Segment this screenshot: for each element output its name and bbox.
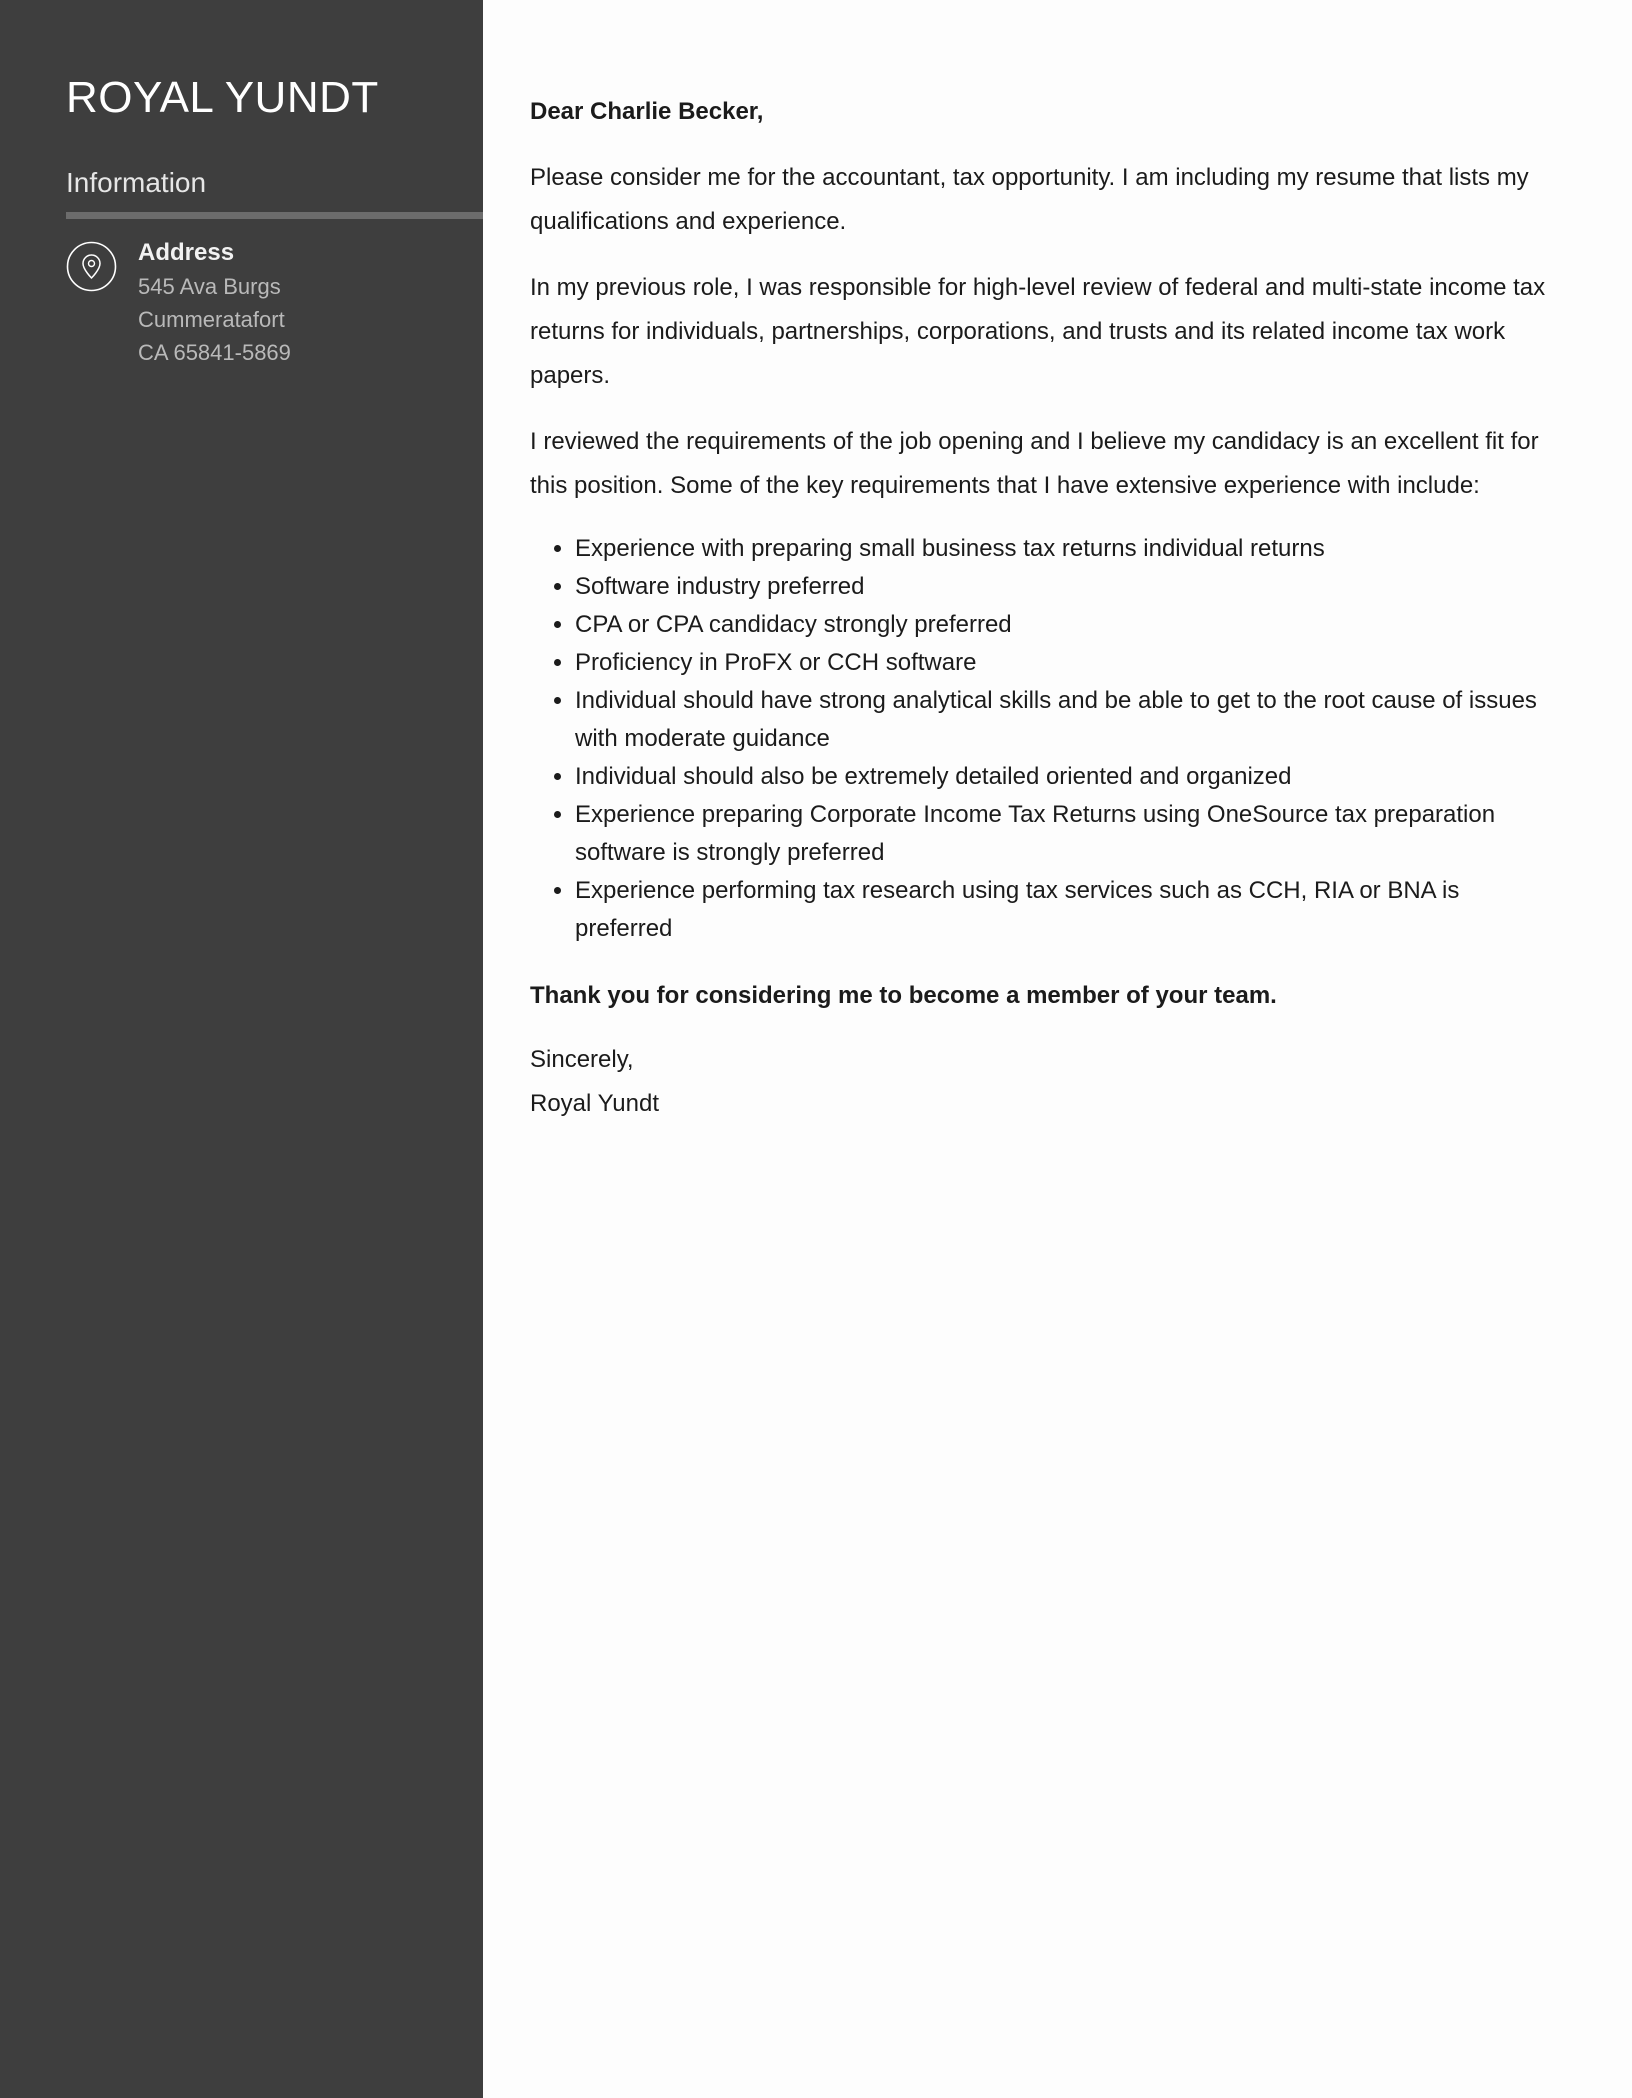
list-item: • Experience performing tax research using tax services such as CCH, RIA or BNA is preferred	[575, 872, 1555, 948]
list-item: • CPA or CPA candidacy strongly preferred	[575, 606, 1555, 644]
list-item: • Experience preparing Corporate Income Tax Returns using OneSource tax preparation software is strongly preferred	[575, 796, 1555, 872]
information-heading: Information	[66, 167, 207, 198]
signature-name: Royal Yundt	[530, 1090, 659, 1117]
location-pin-icon	[66, 241, 117, 292]
section-divider	[66, 212, 483, 219]
list-item: • Individual should have strong analytical skills and be able to get to the root cause of issues with moderate guidance	[575, 682, 1555, 758]
letter-body	[530, 90, 1555, 1126]
address-block	[138, 236, 291, 369]
sidebar	[0, 0, 483, 2098]
address-label: Address	[138, 239, 235, 266]
address-line-city: Cummeratafort	[138, 307, 285, 332]
salutation: Dear Charlie Becker,	[530, 98, 764, 125]
requirements-list	[530, 530, 1555, 948]
list-item: • Experience with preparing small business tax returns individual returns	[575, 530, 1555, 568]
address-line-state-zip: CA 65841-5869	[138, 340, 291, 365]
signoff: Sincerely,	[530, 1046, 634, 1073]
applicant-name: ROYAL YUNDT	[66, 73, 379, 122]
list-item: • Software industry preferred	[575, 568, 1555, 606]
list-item: • Proficiency in ProFX or CCH software	[575, 644, 1555, 682]
closing-statement: Thank you for considering me to become a member of your team.	[530, 982, 1277, 1009]
address-line-street: 545 Ava Burgs	[138, 274, 281, 299]
paragraph-previous-role: In my previous role, I was responsible for high-level review of federal and multi-state income tax returns for individuals, partnerships, corporations, and trusts and its related income tax work papers.	[530, 274, 1546, 389]
list-item: • Individual should also be extremely detailed oriented and organized	[575, 758, 1555, 796]
paragraph-requirements-intro: I reviewed the requirements of the job opening and I believe my candidacy is an excellent fit for this position. Some of the key requirements that I have extensive experience with include:	[530, 428, 1539, 499]
paragraph-intro: Please consider me for the accountant, tax opportunity. I am including my resume that lists my qualifications and experience.	[530, 164, 1529, 235]
